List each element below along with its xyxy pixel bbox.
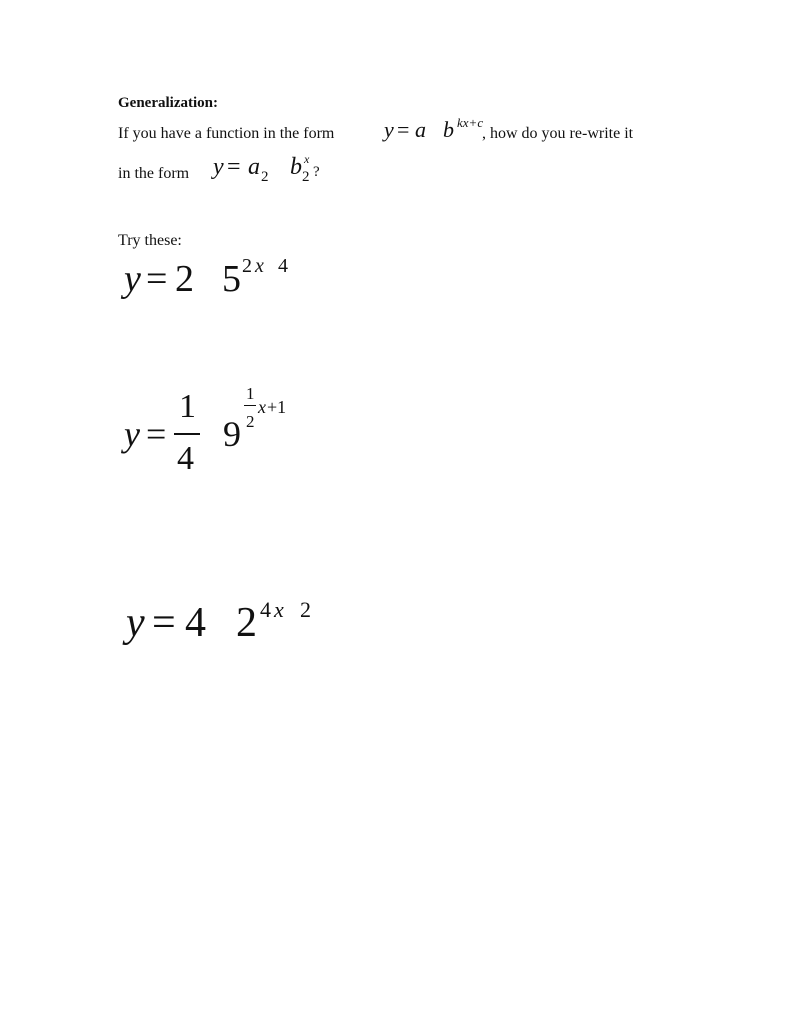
problem-2-coef-denominator: 4 bbox=[177, 440, 194, 477]
form2-b-subscript: 2 bbox=[302, 169, 310, 185]
form2-y: y bbox=[213, 154, 224, 180]
problem-2-exp-denominator: 2 bbox=[246, 412, 255, 431]
problem-3-coefficient: 4 bbox=[185, 600, 206, 646]
problem-3-exp-const: 2 bbox=[300, 597, 311, 622]
problem-2-equation bbox=[124, 383, 324, 483]
problem-1-base: 5 bbox=[222, 258, 241, 300]
problem-1-y: y bbox=[124, 258, 141, 300]
form2-b-superscript: x bbox=[304, 152, 310, 166]
problem-2-equals: = bbox=[146, 414, 167, 454]
question-line1-tail: , how do you re-write it bbox=[482, 125, 634, 142]
problem-1-coefficient: 2 bbox=[175, 258, 194, 300]
problem-3-base: 2 bbox=[236, 600, 257, 646]
form1-exponent: kx+c bbox=[457, 115, 484, 130]
problem-2-coef-fraction-bar bbox=[174, 433, 200, 435]
section-heading: Generalization: bbox=[118, 95, 218, 111]
question-line2-text: in the form bbox=[118, 165, 190, 182]
form1-b: b bbox=[443, 117, 454, 142]
target-form-equation bbox=[213, 152, 323, 192]
problem-3-exp-var: x bbox=[274, 597, 284, 622]
problem-3-equals: = bbox=[152, 600, 176, 646]
general-form-equation bbox=[384, 115, 484, 147]
problem-2-exp-var: x bbox=[258, 397, 266, 417]
problem-2-exp-numerator: 1 bbox=[246, 384, 255, 403]
form2-equals: = bbox=[227, 154, 241, 180]
problem-2-y: y bbox=[124, 414, 140, 454]
problem-1-exp-const: 4 bbox=[278, 255, 288, 277]
question-line1-text: If you have a function in the form bbox=[118, 125, 335, 142]
form1-y: y bbox=[384, 117, 394, 142]
problem-3-y: y bbox=[126, 600, 145, 646]
question-mark: ? bbox=[313, 164, 320, 180]
form1-equals: = bbox=[397, 117, 410, 142]
try-these-label: Try these: bbox=[118, 232, 182, 249]
problem-3-equation bbox=[126, 597, 346, 653]
problem-1-equals: = bbox=[146, 258, 168, 300]
form2-a-subscript: 2 bbox=[261, 169, 269, 185]
problem-1-exp-coef: 2 bbox=[242, 255, 252, 277]
form2-b: b bbox=[290, 154, 302, 180]
form2-a: a bbox=[248, 154, 260, 180]
problem-2-exp-fraction-bar bbox=[244, 405, 256, 406]
problem-2-base: 9 bbox=[223, 414, 241, 454]
form1-a: a bbox=[415, 117, 426, 142]
problem-2-exp-rest: +1 bbox=[267, 397, 287, 417]
problem-1-equation bbox=[124, 255, 324, 305]
problem-1-exp-var: x bbox=[255, 255, 264, 277]
problem-2-coef-numerator: 1 bbox=[179, 388, 196, 425]
problem-3-exp-coef: 4 bbox=[260, 597, 271, 622]
